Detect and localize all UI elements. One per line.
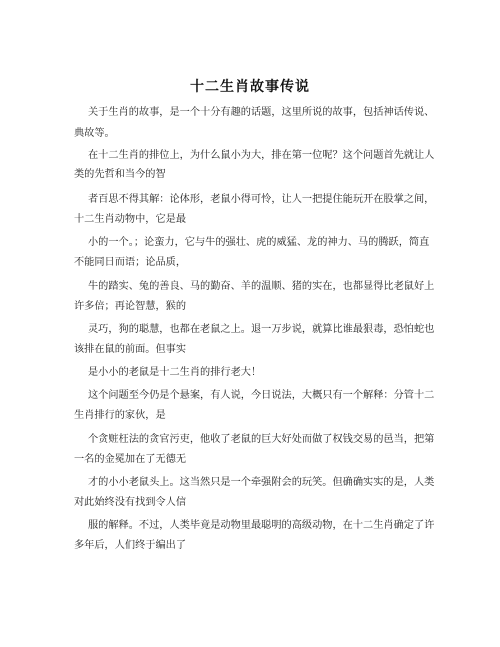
body-line: 服的解释。不过，人类毕竟是动物里最聪明的高级动物，在十二生肖确定了许 xyxy=(88,520,435,531)
document-title: 十二生肖故事传说 xyxy=(190,79,310,95)
body-line: 不能同日而语；论品质， xyxy=(74,257,187,268)
body-line: 灵巧，狗的聪慧，也都在老鼠之上。退一万步说，就算比谁最狠毒，恐怕蛇也 xyxy=(88,324,435,335)
body-line: 者百思不得其解：论体形，老鼠小得可怜，让人一把提住能玩开在股掌之间， xyxy=(88,194,435,205)
body-line: 个贪赃枉法的贪官污吏，他收了老鼠的巨大好处而做了权钱交易的邑当，把第 xyxy=(88,434,435,445)
body-line: 小的一个。；论蛮力，它与牛的强壮、虎的威猛、龙的神力、马的腾跃，简直 xyxy=(88,237,430,248)
body-line: 生肖排行的家伙，是 xyxy=(74,410,166,421)
body-line: 该排在鼠的前面。但事实 xyxy=(74,344,187,355)
body-line: 许多倍；再论智慧，猴的 xyxy=(74,301,187,312)
body-line: 关于生肖的故事，是一个十分有趣的话题，这里所说的故事，包括神话传说、 xyxy=(88,107,435,118)
body-line: 类的先哲和当今的智 xyxy=(74,169,166,180)
body-line: 典故等。 xyxy=(74,128,115,139)
body-line: 一名的金冕加在了无德无 xyxy=(74,454,187,465)
body-line: 牛的踏实、兔的善良、马的勤奋、羊的温顺、猪的实在，也都显得比老鼠好上 xyxy=(88,281,435,292)
body-line: 在十二生肖的排位上，为什么鼠小为大，排在第一位呢？这个问题首先就让人 xyxy=(88,150,435,161)
body-line: 这个问题至今仍是个悬案，有人说，今日说法，大概只有一个解释：分管十二 xyxy=(88,390,435,401)
body-line: 才的小小老鼠头上。这当然只是一个牵强附会的玩笑。但确确实实的是，人类 xyxy=(88,477,435,488)
body-line: 多年后，人们终于编出了 xyxy=(74,540,187,551)
body-line: 是小小的老鼠是十二生肖的排行老大！ xyxy=(88,367,262,378)
body-line: 对此始终没有找到令人信 xyxy=(74,497,187,508)
body-line: 十二生肖动物中，它是最 xyxy=(74,214,187,225)
